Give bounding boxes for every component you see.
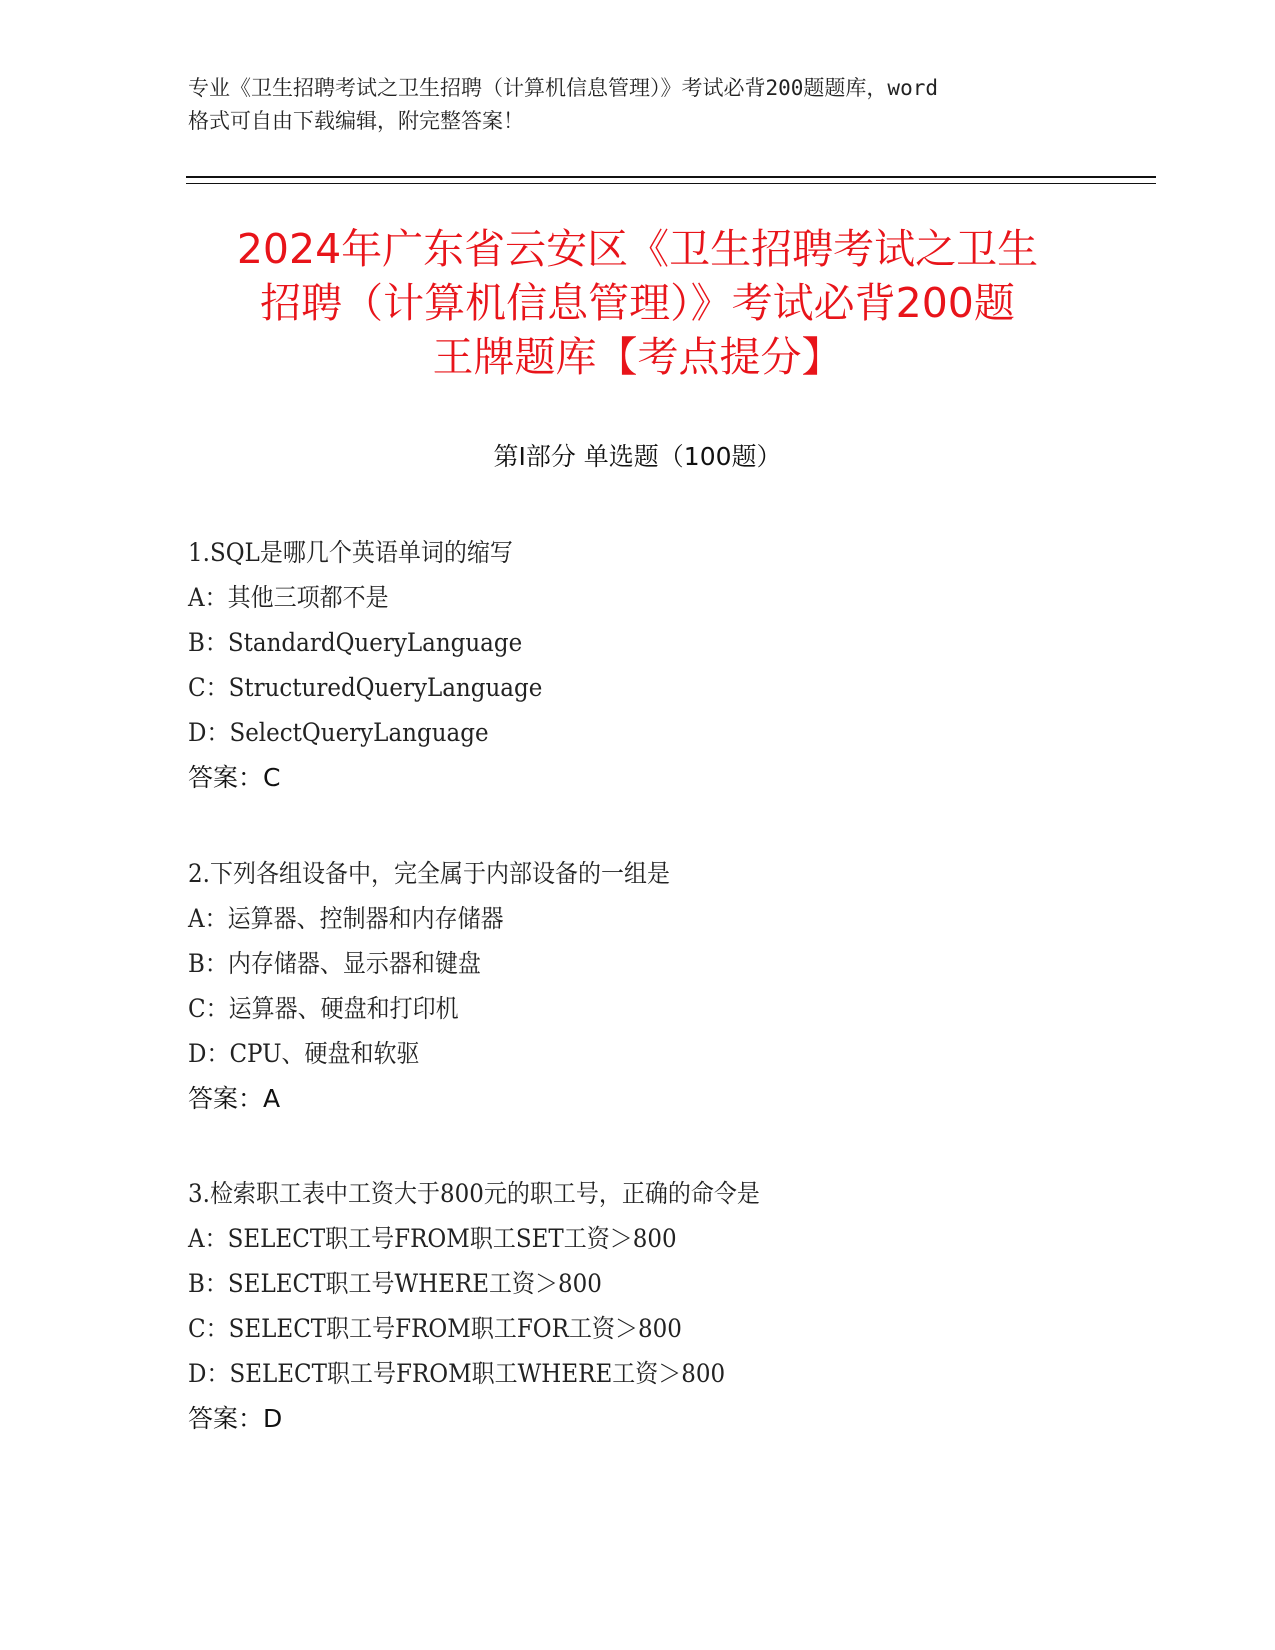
- question-option-d: D：SELECT职工号FROM职工WHERE工资＞800: [188, 1359, 726, 1388]
- question-block-1: [188, 530, 1168, 800]
- question-stem: 1.SQL是哪几个英语单词的缩写: [188, 538, 513, 567]
- question-answer: 答案：C: [188, 763, 281, 792]
- question-stem: 2.下列各组设备中，完全属于内部设备的一组是: [188, 859, 670, 888]
- question-option-a: A：其他三项都不是: [188, 583, 389, 612]
- question-answer: 答案：D: [188, 1404, 283, 1433]
- question-option-d: D：CPU、硬盘和软驱: [188, 1039, 420, 1068]
- question-option-c: C：运算器、硬盘和打印机: [188, 994, 459, 1023]
- question-option-b: B：内存储器、显示器和键盘: [188, 949, 481, 978]
- title-line-1: 2024年广东省云安区《卫生招聘考试之卫生: [236, 225, 1039, 273]
- question-option-b: B：StandardQueryLanguage: [188, 628, 523, 657]
- header-note-line-2: 格式可自由下载编辑，附完整答案！: [188, 109, 524, 133]
- question-option-c: C：SELECT职工号FROM职工FOR工资＞800: [188, 1314, 682, 1343]
- header-divider-thin: [186, 183, 1156, 184]
- question-option-c: C：StructuredQueryLanguage: [188, 673, 543, 702]
- question-option-b: B：SELECT职工号WHERE工资＞800: [188, 1269, 602, 1298]
- question-block-3: [188, 1171, 1168, 1441]
- document-title: [150, 222, 1125, 384]
- header-note-line-1: 专业《卫生招聘考试之卫生招聘（计算机信息管理）》考试必背200题题库，word: [188, 76, 938, 100]
- question-option-a: A：SELECT职工号FROM职工SET工资＞800: [188, 1224, 677, 1253]
- question-block-2: [188, 851, 1168, 1121]
- header-note: [188, 72, 1088, 138]
- header-divider-thick: [186, 176, 1156, 178]
- question-option-d: D：SelectQueryLanguage: [188, 718, 489, 747]
- question-stem: 3.检索职工表中工资大于800元的职工号，正确的命令是: [188, 1179, 760, 1208]
- section-heading: 第Ⅰ部分 单选题（100题）: [493, 442, 782, 471]
- question-option-a: A：运算器、控制器和内存储器: [188, 904, 504, 933]
- title-line-3: 王牌题库【考点提分】: [432, 333, 843, 381]
- question-answer: 答案：A: [188, 1084, 281, 1113]
- title-line-2: 招聘（计算机信息管理）》考试必背200题: [260, 279, 1015, 327]
